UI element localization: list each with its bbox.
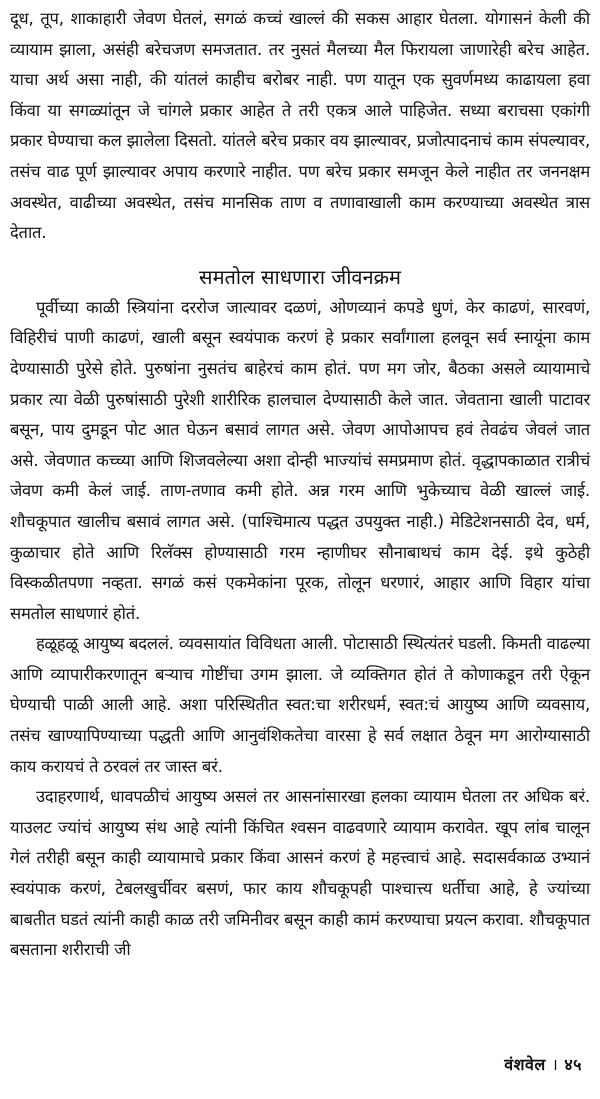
opening-paragraph: दूध, तूप, शाकाहारी जेवण घेतलं, सगळं कच्चं खाल्लं की सकस आहार घेतला. योगासनं केली की व्यायाम झाला, असंही बरेचजण समजतात. तर नुसतं मैलच्या मैल फिरायला जाणारेही बरेच आहेत. याचा अर्थ असा नाही, की यांतलं काहीच बरोबर नाही. पण यातून एक सुवर्णमध्य काढायला हवा किंवा या सगळ्यांतून जे चांगले प्रकार आहेत ते तरी एकत्र आले पाहिजेत. सध्या बराचसा एकांगी प्रकार घेण्याचा कल झालेला दिसतो. यांतले बरेच प्रकार वय झाल्यावर, प्रजोत्पादनाचं काम संपल्यावर, तसंच वाढ पूर्ण झाल्यावर अपाय करणारे नाहीत. पण बरेच प्रकार समजून केले नाहीत तर जननक्षम अवस्थेत, वाढीच्या अवस्थेत, तसंच मानसिक ताण व तणावाखाली काम करण्याच्या अवस्थेत त्रास देतात. <box>10 9 590 243</box>
page-footer <box>504 1053 582 1075</box>
footer-book-title: वंशवेल <box>504 1055 546 1074</box>
page-number: ४५ <box>564 1055 582 1074</box>
body-paragraph-1: पूर्वीच्या काळी स्त्रियांना दररोज जात्यावर दळणं, ओणव्यानं कपडे धुणं, केर काढणं, सारवणं, विहिरीचं पाणी काढणं, खाली बसून स्वयंपाक करणं हे प्रकार सर्वांगाला हलवून सर्व स्नायूंना काम देण्यासाठी पुरेसे होते. पुरुषांना नुसतंच बाहेरचं काम होतं. पण मग जोर, बैठका असले व्यायामाचे प्रकार त्या वेळी पुरुषांसाठी पुरेशी शारीरिक हालचाल देण्यासाठी केले जात. जेवताना खाली पाटावर बसून, पाय दुमडून पोट आत घेऊन बसावं लागत असे. जेवण आपोआपच हवं तेवढंच जेवलं जात असे. जेवणात कच्च्या आणि शिजवलेल्या अशा दोन्ही भाज्यांचं समप्रमाण होतं. वृद्धापकाळात रात्रीचं जेवण कमी केलं जाई. ताण-तणाव कमी होते. अन्न गरम आणि भुकेच्याच वेळी खाल्लं जाई. शौचकूपात खालीच बसावं लागत असे. (पाश्चिमात्य पद्धत उपयुक्त नाही.) मेडिटेशनसाठी देव, धर्म, कुळाचार होते आणि रिलॅक्स होण्यासाठी गरम न्हाणीघर सौनाबाथचं काम देई. इथे कुठेही विस्कळीतपणा नव्हता. सगळं कसं एकमेकांना पूरक, तोलून धरणारं, आहार आणि विहार यांचा समतोल साधणारं होतं. <box>10 297 590 623</box>
section-spacer <box>10 249 590 261</box>
footer-separator: । <box>551 1055 559 1074</box>
section-heading: समतोल साधणारा जीवनक्रम <box>199 264 401 289</box>
body-paragraph-2: हळूहळू आयुष्य बदललं. व्यवसायांत विविधता आली. पोटासाठी स्थित्यंतरं घडली. किमती वाढल्या आणि व्यापारीकरणातून बऱ्याच गोष्टींचा उगम झाला. जे व्यक्तिगत होतं ते कोणाकडून तरी ऐकून घेण्याची पाळी आली आहे. अशा परिस्थितीत स्वत:चा शरीरधर्म, स्वत:चं आयुष्य आणि व्यवसाय, तसंच खाण्यापिण्याच्या पद्धती आणि आनुवंशिकतेचा वारसा हे सर्व लक्षात ठेवून मग आरोग्यासाठी काय करायचं ते ठरवलं तर जास्त बरं. <box>10 634 590 776</box>
body-paragraph-3: उदाहरणार्थ, धावपळीचं आयुष्य असलं तर आसनांसारखा हलका व्यायाम घेतला तर अधिक बरं. याउलट ज्यांचं आयुष्य संथ आहे त्यांनी किंचित श्वसन वाढवणारे व्यायाम करावेत. खूप लांब चालून गेलं तरीही बसून काही व्यायामाचे प्रकार किंवा आसनं करणं हे महत्त्वाचं आहे. सदासर्वकाळ उभ्यानं स्वयंपाक करणं, टेबलखुर्चीवर बसणं, फार काय शौचकूपही पाश्चात्त्य धर्तीचा आहे, हे ज्यांच्या बाबतीत घडतं त्यांनी काही काळ तरी जमिनीवर बसून काही कामं करण्याचा प्रयत्न करावा. शौचकूपात बसताना शरीराची जी <box>10 787 590 960</box>
